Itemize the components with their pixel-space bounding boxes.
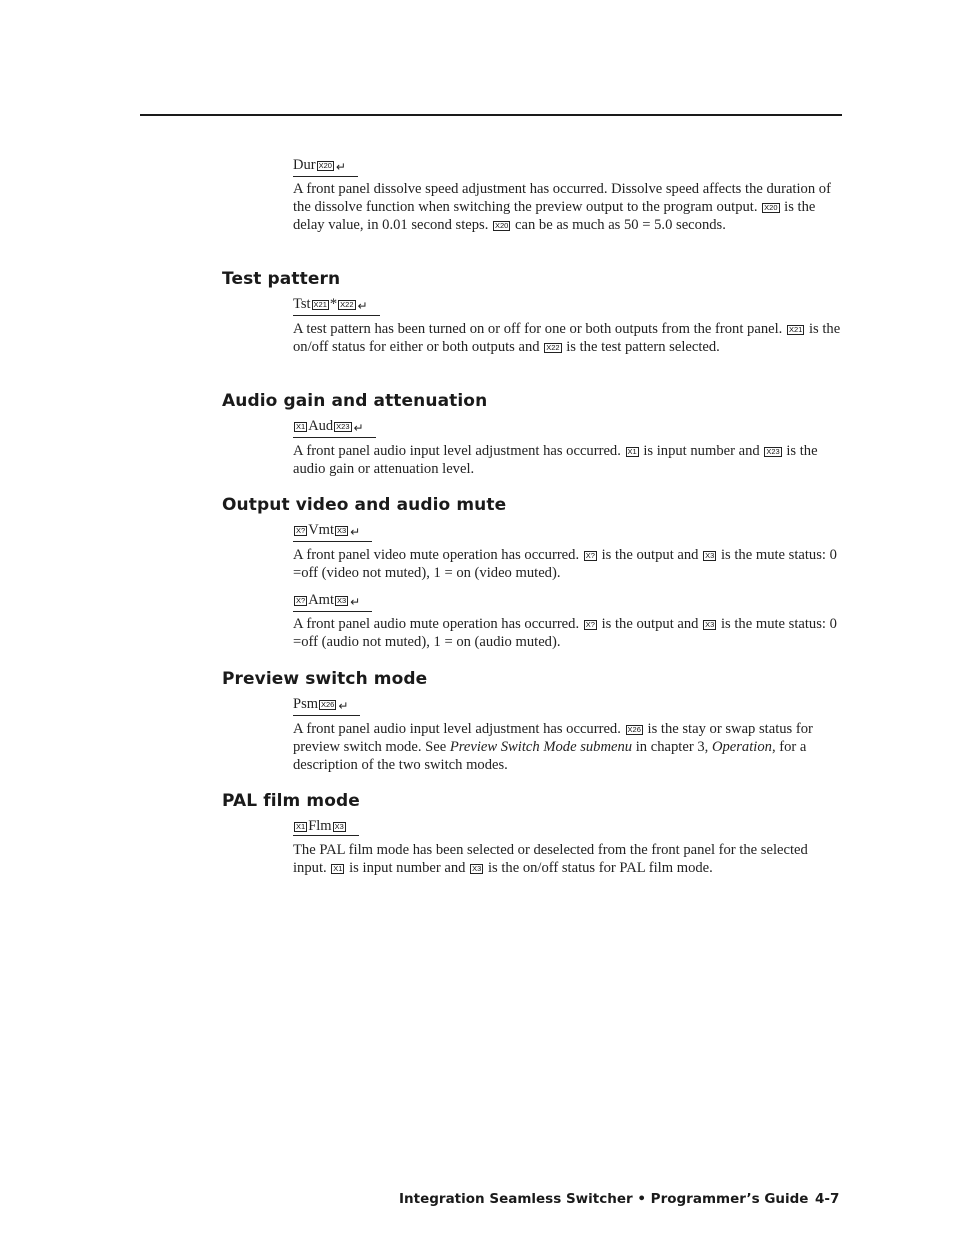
- variable-box: X1: [296, 822, 306, 831]
- variable-box: X3: [705, 620, 715, 629]
- section-heading-preview-switch: Preview switch mode: [222, 669, 428, 689]
- return-arrow-icon: ↵: [353, 421, 364, 435]
- variable-box: X23: [336, 422, 350, 431]
- variable-box: X26: [627, 725, 641, 734]
- variable-box: X3: [334, 822, 344, 831]
- variable-box: X3: [336, 526, 347, 535]
- variable-box: X20: [495, 221, 509, 230]
- section-heading-pal-film: PAL film mode: [222, 791, 360, 811]
- variable-box: X?: [296, 596, 306, 605]
- test-pattern-description: A test pattern has been turned on or off for one or both outputs from the front panel. X21 is the on/off status for either or both outputs and X22 is the test pattern selected.: [293, 321, 841, 355]
- response-text: Dur: [293, 157, 316, 173]
- variable-box: X22: [546, 343, 560, 352]
- variable-box: X22: [340, 300, 354, 309]
- section-heading-mute: Output video and audio mute: [222, 495, 507, 515]
- variable-box: X23: [766, 447, 780, 456]
- video-mute-description: A front panel video mute operation has occurred. X? is the output and X3 is the mute status: 0 =off (video not muted), 1 = on (video muted).: [293, 547, 837, 581]
- variable-box: X20: [318, 161, 332, 170]
- response-aud: X1 Aud X23 ↵: [293, 418, 376, 438]
- section-heading-test-pattern: Test pattern: [222, 269, 341, 289]
- pal-film-description: The PAL film mode has been selected or deselected from the front panel for the selected input. X1 is input number and X3 is the on/off status for PAL film mode.: [293, 842, 808, 876]
- dissolve-description: A front panel dissolve speed adjustment has occurred. Dissolve speed affects the duration of the dissolve function when switching the preview output to the program output. X20 is the delay value, in 0.01 second steps. X20 can be as much as 50 = 5.0 seconds.: [293, 181, 831, 233]
- variable-box: X?: [296, 526, 306, 535]
- page-number: 4-7: [815, 1191, 840, 1207]
- response-vmt: X? Vmt X3 ↵: [293, 522, 372, 542]
- response-flm: X1 Flm X3: [293, 818, 359, 836]
- return-arrow-icon: ↵: [338, 699, 349, 713]
- response-amt: X? Amt X3 ↵: [293, 592, 372, 612]
- variable-box: X26: [321, 700, 335, 709]
- variable-box: X1: [333, 864, 343, 873]
- return-arrow-icon: ↵: [350, 525, 361, 539]
- return-arrow-icon: ↵: [335, 160, 346, 174]
- variable-box: X3: [336, 596, 347, 605]
- footer-title: Integration Seamless Switcher • Programmer’s Guide: [399, 1191, 809, 1207]
- variable-box: X1: [627, 447, 637, 456]
- variable-box: X?: [585, 551, 595, 560]
- audio-mute-description: A front panel audio mute operation has occurred. X? is the output and X3 is the mute status: 0 =off (audio not muted), 1 = on (audio muted).: [293, 616, 837, 650]
- section-heading-audio-gain: Audio gain and attenuation: [222, 391, 488, 411]
- return-arrow-icon: ↵: [350, 595, 361, 609]
- variable-box: X20: [764, 203, 778, 212]
- variable-box: X3: [705, 551, 715, 560]
- return-arrow-icon: ↵: [357, 299, 368, 313]
- variable-box: X?: [585, 620, 595, 629]
- variable-box: X1: [296, 422, 306, 431]
- response-dur: [293, 157, 358, 177]
- response-tst: Tst X21 * X22 ↵: [293, 296, 380, 316]
- variable-box: X3: [472, 864, 482, 873]
- variable-box: X21: [313, 300, 327, 309]
- preview-switch-description: A front panel audio input level adjustment has occurred. X26 is the stay or swap status for preview switch mode. See Preview Switch Mode submenu in chapter 3, Operation, for a description of the two switch modes.: [293, 721, 813, 773]
- header-rule: [140, 114, 842, 116]
- variable-box: X21: [788, 325, 803, 334]
- response-psm: Psm X26 ↵: [293, 696, 360, 716]
- audio-gain-description: A front panel audio input level adjustment has occurred. X1 is input number and X23 is the audio gain or attenuation level.: [293, 443, 818, 477]
